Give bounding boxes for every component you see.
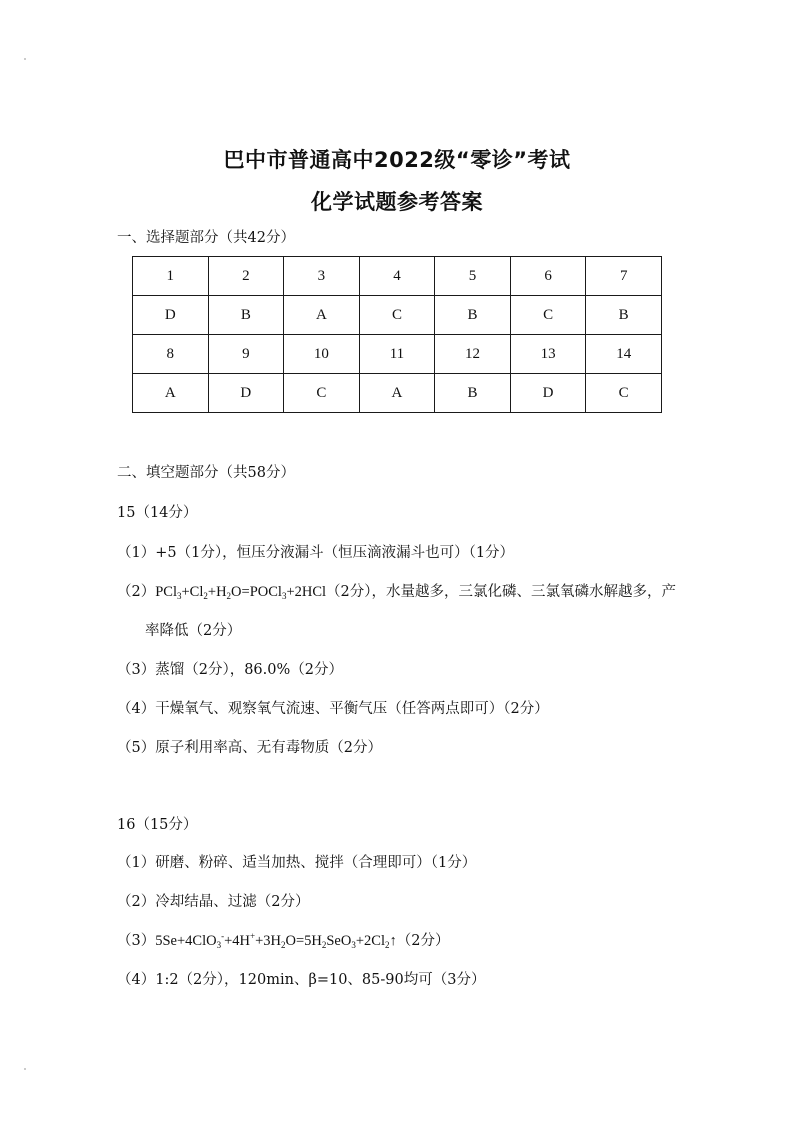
q16-answer-2: （2）冷却结晶、过滤（2分） bbox=[117, 894, 310, 910]
question-number-cell: 2 bbox=[208, 257, 284, 296]
answer-cell: C bbox=[359, 296, 435, 335]
question-number-cell: 13 bbox=[510, 335, 586, 374]
scan-speck bbox=[24, 58, 26, 60]
q16-title: 16（15分） bbox=[117, 817, 198, 833]
q15-answer-2 bbox=[117, 580, 676, 601]
q15-title: 15（14分） bbox=[117, 505, 198, 521]
question-number-cell: 1 bbox=[133, 257, 209, 296]
section2-heading: 二、填空题部分（共58分） bbox=[117, 465, 295, 481]
question-number-cell: 9 bbox=[208, 335, 284, 374]
q15-answer-3: （3）蒸馏（2分），86.0%（2分） bbox=[117, 662, 343, 678]
answer-cell: D bbox=[208, 374, 284, 413]
section1-heading: 一、选择题部分（共42分） bbox=[117, 230, 295, 246]
answer-cell: A bbox=[284, 296, 360, 335]
q15-a2-equation: $PCl_3+Cl_2+H_2O=POCl_3+2HCl$ bbox=[155, 584, 327, 601]
question-number-cell: 14 bbox=[586, 335, 662, 374]
document-subtitle: 化学试题参考答案 bbox=[311, 190, 483, 214]
question-number-cell: 7 bbox=[586, 257, 662, 296]
q15-answer-4: （4）干燥氧气、观察氧气流速、平衡气压（任答两点即可）（2分） bbox=[117, 701, 549, 717]
answer-cell: D bbox=[510, 374, 586, 413]
answer-cell: B bbox=[435, 374, 511, 413]
q16-answer-1: （1）研磨、粉碎、适当加热、搅拌（合理即可）（1分） bbox=[117, 855, 477, 871]
answer-cell: B bbox=[586, 296, 662, 335]
q15-answer-2-continued: 率降低（2分） bbox=[145, 623, 242, 639]
answer-cell: A bbox=[359, 374, 435, 413]
question-number-cell: 5 bbox=[435, 257, 511, 296]
answer-row bbox=[133, 296, 662, 335]
answer-cell: C bbox=[284, 374, 360, 413]
question-number-cell: 6 bbox=[510, 257, 586, 296]
answer-cell: C bbox=[586, 374, 662, 413]
q16-answer-4: （4）1:2（2分），120min、β=10、85-90均可（3分） bbox=[117, 972, 486, 988]
question-number-cell: 3 bbox=[284, 257, 360, 296]
multiple-choice-answer-table bbox=[132, 256, 662, 413]
question-number-cell: 12 bbox=[435, 335, 511, 374]
answer-cell: D bbox=[133, 296, 209, 335]
answer-row bbox=[133, 374, 662, 413]
question-number-cell: 10 bbox=[284, 335, 360, 374]
question-number-cell: 11 bbox=[359, 335, 435, 374]
question-number-row bbox=[133, 257, 662, 296]
answer-cell: B bbox=[208, 296, 284, 335]
scan-speck bbox=[24, 1068, 26, 1070]
question-number-cell: 8 bbox=[133, 335, 209, 374]
answer-cell: B bbox=[435, 296, 511, 335]
q15-a2-prefix: （2） bbox=[117, 584, 156, 600]
answer-cell: A bbox=[133, 374, 209, 413]
document-title: 巴中市普通高中2022级“零诊”考试 bbox=[223, 148, 571, 172]
q16-a3-prefix: （3） bbox=[117, 933, 156, 949]
q16-a3-equation: $5Se+4ClO_3^-+4H^++3H_2O=5H_2SeO_3+2Cl_2↑$ bbox=[155, 931, 397, 950]
question-number-row bbox=[133, 335, 662, 374]
q15-answer-1: （1）+5（1分），恒压分液漏斗（恒压滴液漏斗也可）（1分） bbox=[117, 545, 515, 561]
q15-a2-text: （2分），水量越多，三氯化磷、三氯氧磷水解越多，产 bbox=[326, 584, 677, 600]
q15-answer-5: （5）原子利用率高、无有毒物质（2分） bbox=[117, 740, 382, 756]
answer-cell: C bbox=[510, 296, 586, 335]
q16-answer-3 bbox=[117, 929, 449, 950]
question-number-cell: 4 bbox=[359, 257, 435, 296]
q16-a3-score: （2分） bbox=[396, 933, 450, 949]
